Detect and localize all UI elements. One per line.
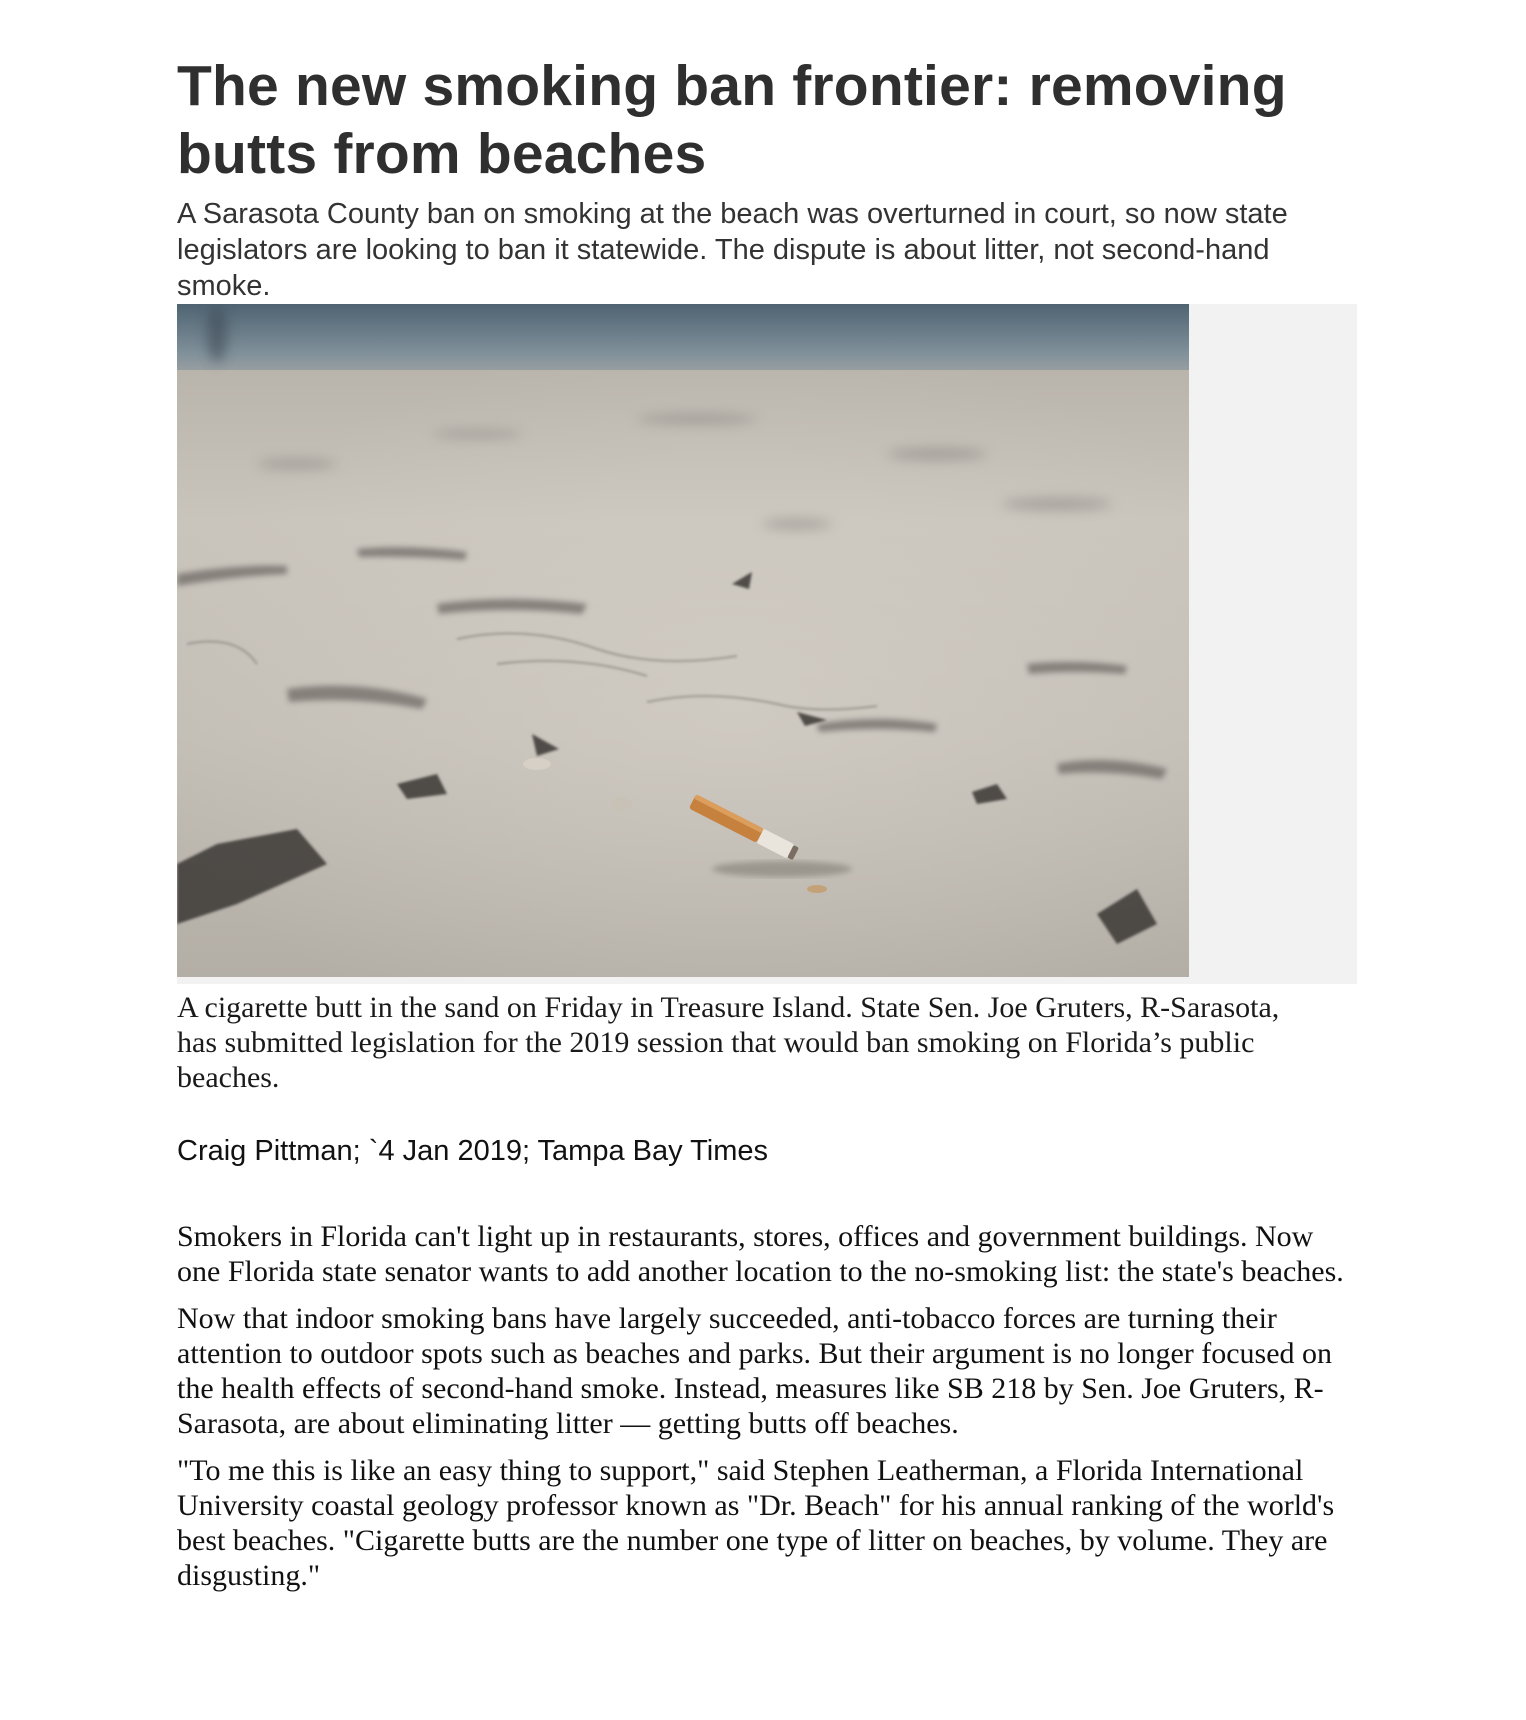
byline: Craig Pittman; `4 Jan 2019; Tampa Bay Times: [177, 1135, 769, 1167]
beach-photo: [177, 304, 1189, 977]
article: [177, 52, 1357, 1605]
body-paragraph: Smokers in Florida can't light up in restaurants, stores, offices and government buildings. Now one Florida state senator wants to add another location to the no-smoking list: the state's beaches.: [177, 1220, 1344, 1288]
body-paragraph: Now that indoor smoking bans have largely succeeded, anti-tobacco forces are turning their attention to outdoor spots such as beaches and parks. But their argument is no longer focused on the health effects of second-hand smoke. Instead, measures like SB 218 by Sen. Joe Gruters, R-Sarasota, are about eliminating litter — getting butts off beaches.: [177, 1302, 1333, 1440]
photo-caption: A cigarette butt in the sand on Friday in Treasure Island. State Sen. Joe Gruters, R-Sarasota, has submitted legislation for the 2019 session that would ban smoking on Florida’s public beaches.: [177, 991, 1280, 1094]
dek: A Sarasota County ban on smoking at the beach was overturned in court, so now state legislators are looking to ban it statewide. The dispute is about litter, not second-hand smoke.: [177, 198, 1288, 302]
photo-container: [177, 304, 1357, 984]
headline: The new smoking ban frontier: removing butts from beaches: [177, 54, 1287, 186]
body-paragraph: "To me this is like an easy thing to support," said Stephen Leatherman, a Florida International University coastal geology professor known as "Dr. Beach" for his annual ranking of the world's best beaches. "Cigarette butts are the number one type of litter on beaches, by volume. They are disgusting.": [177, 1454, 1335, 1592]
article-body: [177, 1219, 1357, 1593]
